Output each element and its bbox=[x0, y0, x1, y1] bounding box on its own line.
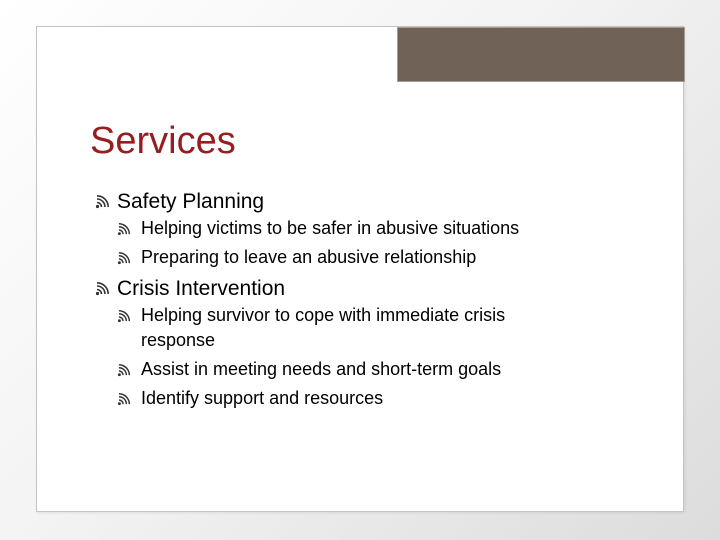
bullet-crisis-intervention bbox=[95, 274, 675, 303]
wifi-arc-bullet-icon bbox=[95, 282, 111, 296]
wifi-arc-bullet-icon bbox=[117, 364, 132, 377]
slide-content bbox=[95, 187, 675, 415]
sub-bullet-text: Assist in meeting needs and short-term goals bbox=[141, 359, 502, 379]
sub-bullet bbox=[95, 357, 566, 382]
bullet-text: Safety Planning bbox=[117, 190, 265, 213]
sub-bullet bbox=[95, 386, 566, 411]
wifi-arc-bullet-icon bbox=[117, 223, 132, 236]
sub-bullet bbox=[95, 216, 566, 241]
wifi-arc-bullet-icon bbox=[117, 252, 132, 265]
wifi-arc-bullet-icon bbox=[117, 310, 132, 323]
bullet-text: Crisis Intervention bbox=[117, 277, 286, 300]
sub-bullet-text: Helping survivor to cope with immediate crisis response bbox=[141, 305, 506, 350]
accent-bar bbox=[397, 27, 685, 82]
slide-title: Services bbox=[90, 120, 236, 162]
sub-bullet-text: Identify support and resources bbox=[141, 388, 384, 408]
sub-bullet bbox=[95, 303, 566, 353]
wifi-arc-bullet-icon bbox=[117, 393, 132, 406]
sub-bullet-text: Preparing to leave an abusive relationship bbox=[141, 247, 477, 267]
sub-bullet-text: Helping victims to be safer in abusive situations bbox=[141, 218, 520, 238]
wifi-arc-bullet-icon bbox=[95, 195, 111, 209]
bullet-safety-planning bbox=[95, 187, 675, 216]
sub-bullet bbox=[95, 245, 566, 270]
